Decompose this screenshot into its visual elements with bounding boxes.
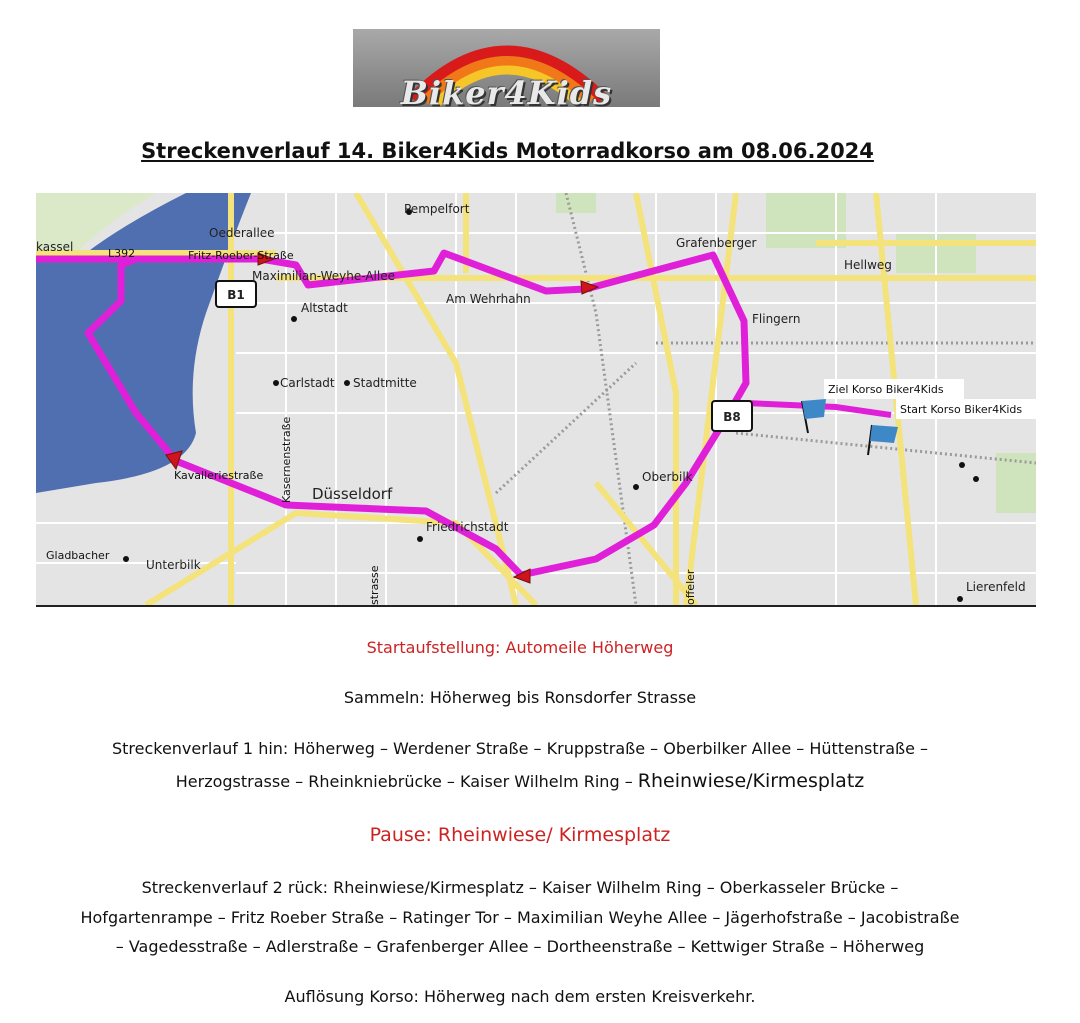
b1-shield xyxy=(216,281,256,307)
label-friedrichstadt: Friedrichstadt xyxy=(426,520,509,534)
page-title: Streckenverlauf 14. Biker4Kids Motorradkorso am 08.06.2024 xyxy=(141,139,874,163)
label-hellweg: Hellweg xyxy=(844,258,892,272)
label-strasse-1: strasse xyxy=(368,565,381,605)
label-altstadt: Altstadt xyxy=(301,301,348,315)
label-am-wehrhahn: Am Wehrhahn xyxy=(446,292,531,306)
sammeln-text: Sammeln: Höherweg bis Ronsdorfer Strasse xyxy=(343,688,697,707)
biker4kids-logo xyxy=(353,29,660,107)
aufloesung-text: Auflösung Korso: Höherweg nach dem ersten Kreisverkehr. xyxy=(284,987,756,1006)
svg-text:B8: B8 xyxy=(723,410,741,424)
flag-icon-ziel xyxy=(802,399,826,433)
label-kassel: kassel xyxy=(36,240,74,254)
route1-line1: Streckenverlauf 1 hin: Höherweg – Werdener Straße – Kruppstraße – Oberbilker Allee – Hüttenstraße – xyxy=(111,739,929,758)
label-l392: L392 xyxy=(108,247,136,260)
route2-line3: – Vagedesstraße – Adlerstraße – Grafenberger Allee – Dortheenstraße – Kettwiger Straße – Höherweg xyxy=(115,937,925,956)
label-pempelfort: Pempelfort xyxy=(404,202,470,216)
label-lierenfeld: Lierenfeld xyxy=(966,580,1026,594)
label-start: Start Korso Biker4Kids xyxy=(900,403,1023,416)
route2-line1: Streckenverlauf 2 rück: Rheinwiese/Kirmesplatz – Kaiser Wilhelm Ring – Oberkasseler Brücke – xyxy=(141,878,899,897)
b8-shield xyxy=(712,401,752,431)
label-kasernenstrasse: Kasernenstraße xyxy=(280,416,293,503)
label-grafenberger: Grafenberger xyxy=(676,236,757,250)
label-unterbilk: Unterbilk xyxy=(146,558,201,572)
route1-line2 xyxy=(20,766,1020,797)
label-gladbacher: Gladbacher xyxy=(46,549,110,562)
label-oederallee: Oederallee xyxy=(209,226,275,240)
logo-text: Biker4Kids xyxy=(400,74,613,107)
label-carlstadt: Carlstadt xyxy=(280,376,335,390)
route1-line2b: Rheinwiese/Kirmesplatz xyxy=(637,770,865,792)
label-flingern: Flingern xyxy=(752,312,801,326)
svg-text:B1: B1 xyxy=(227,288,245,302)
label-oberbilk: Oberbilk xyxy=(642,470,693,484)
label-kavalleriestrasse: Kavalleriestraße xyxy=(174,469,264,482)
label-maximilian: Maximilian-Weyhe-Allee xyxy=(252,269,395,283)
flag-icon-start xyxy=(868,425,898,455)
pause-text: Pause: Rheinwiese/ Kirmesplatz xyxy=(369,824,671,846)
map-graphic xyxy=(36,193,1036,605)
label-duesseldorf: Düsseldorf xyxy=(312,485,393,503)
label-ziel: Ziel Korso Biker4Kids xyxy=(828,383,944,396)
route1-line2a: Herzogstrasse – Rheinkniebrücke – Kaiser Wilhelm Ring – xyxy=(175,772,638,791)
route-map xyxy=(36,193,1036,607)
label-strasse-2: offeler xyxy=(684,569,697,605)
label-stadtmitte: Stadtmitte xyxy=(353,376,417,390)
route2-line2: Hofgartenrampe – Fritz Roeber Straße – Ratinger Tor – Maximilian Weyhe Allee – Jägerhofstraße – Jacobistraße xyxy=(80,908,960,927)
start-text: Startaufstellung: Automeile Höherweg xyxy=(366,638,674,657)
label-fritz-roeber: Fritz-Roeber-Straße xyxy=(188,249,294,262)
